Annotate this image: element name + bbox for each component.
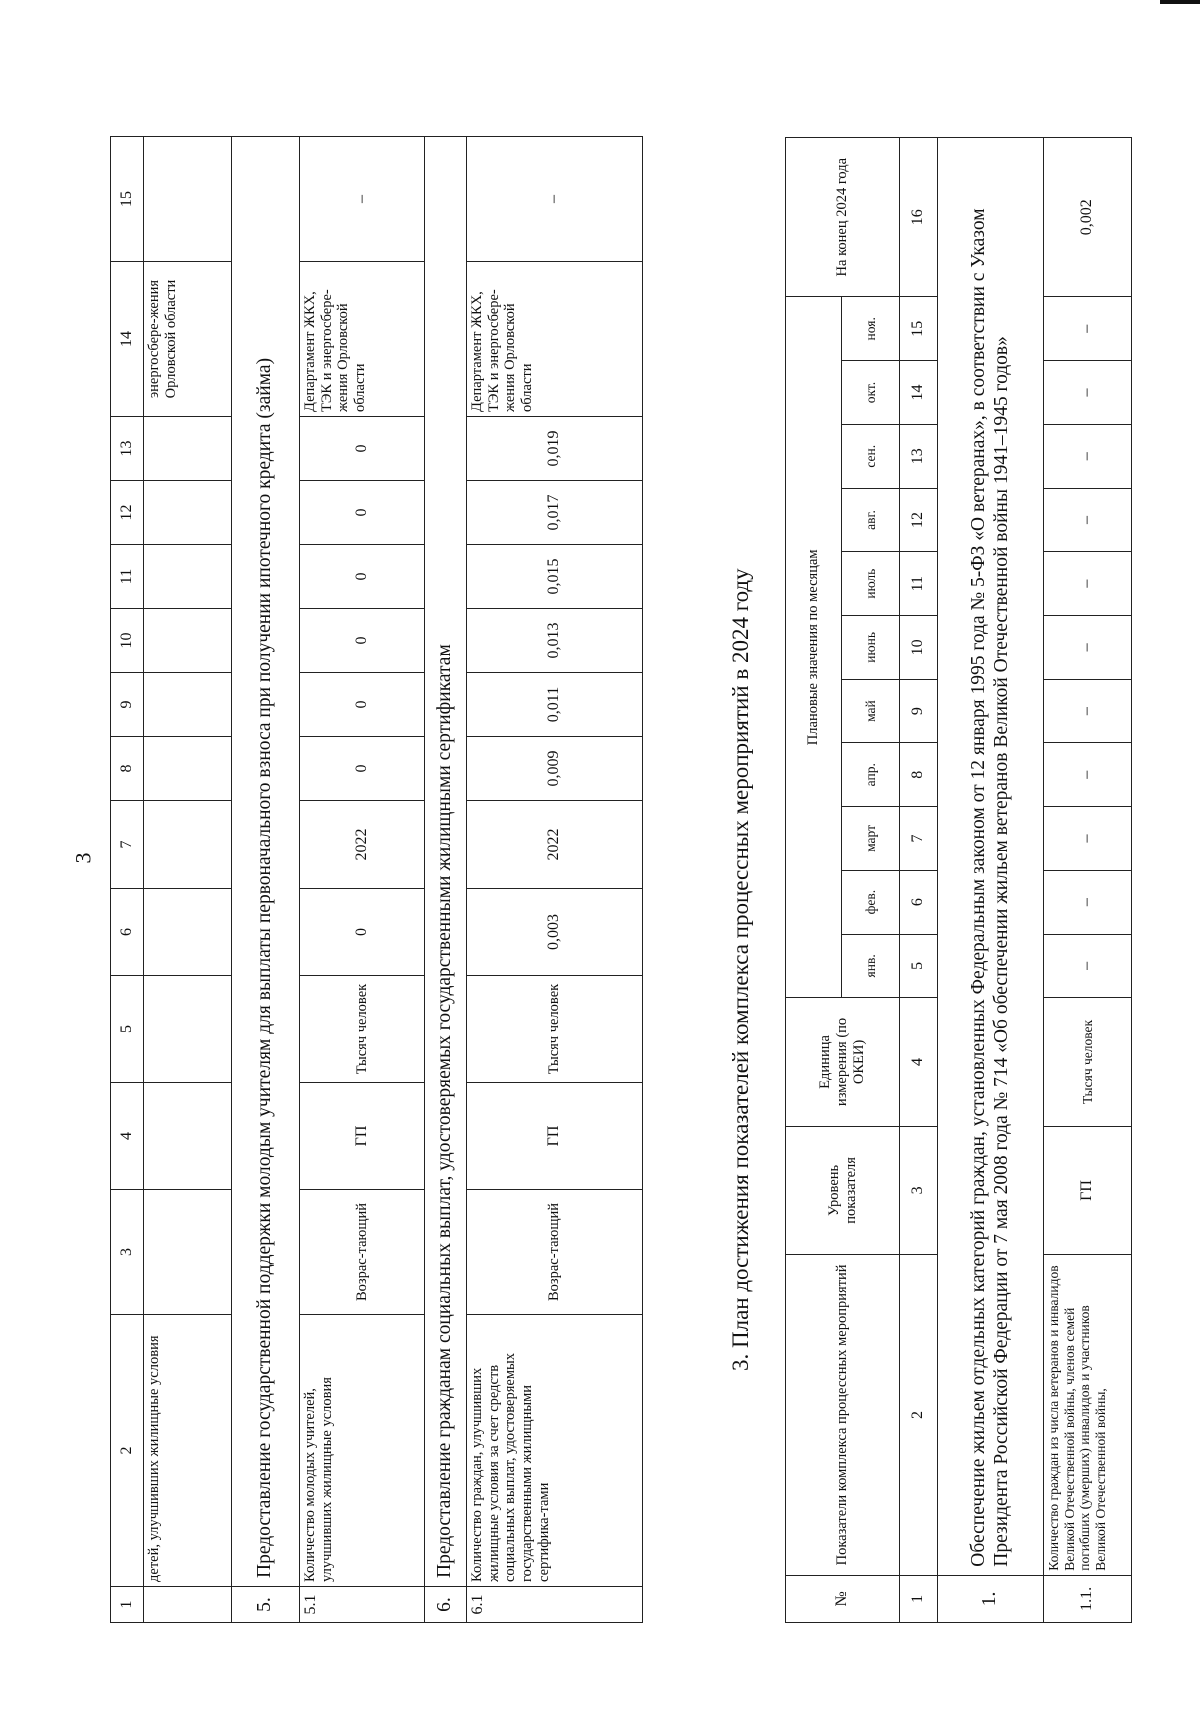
trend: Возрас-тающий bbox=[300, 1190, 425, 1315]
value-cell: 0,009 bbox=[467, 737, 643, 801]
table-row bbox=[1044, 138, 1132, 1623]
value-cell: 0,015 bbox=[467, 545, 643, 609]
end-value: 0,002 bbox=[1044, 138, 1132, 297]
col-num: 9 bbox=[900, 679, 938, 743]
col-num: 8 bbox=[111, 737, 144, 801]
col-num: 12 bbox=[111, 481, 144, 545]
header-row bbox=[786, 138, 842, 1623]
header-number-row bbox=[111, 137, 144, 1623]
month-header: авг. bbox=[842, 488, 900, 552]
month-header: март bbox=[842, 807, 900, 871]
col-num: 10 bbox=[900, 616, 938, 680]
value-cell: 0,019 bbox=[467, 417, 643, 481]
value-cell: – bbox=[1044, 743, 1132, 807]
col-num: 13 bbox=[900, 424, 938, 488]
value-cell: – bbox=[1044, 424, 1132, 488]
value-cell: 0 bbox=[300, 417, 425, 481]
indicator-name: Количество граждан из числа ветеранов и инвалидов Великой Отечественной войны, членов семей погибших (умерших) инвалидов и участников Великой Отечественной войны, bbox=[1044, 1255, 1132, 1576]
section-title: Предоставление государственной поддержки молодым учителям для выплаты первоначального взноса при получении ипотечного кредита (займа) bbox=[232, 137, 300, 1587]
base-year: 2022 bbox=[300, 801, 425, 889]
value-cell: 0 bbox=[300, 545, 425, 609]
section-title: Обеспечение жильем отдельных категорий граждан, установленных Федеральным законом от 12 января 1995 года № 5-ФЗ «О ветеранах», в соответствии с Указом Президента Российской Федерации от 7 мая 2008 года № 714 «Об обеспечении жильем ветеранов Великой Отечественной войны 1941–1945 годов» bbox=[938, 138, 1044, 1576]
value-cell: – bbox=[1044, 807, 1132, 871]
responsible-dept: Департамент ЖКХ, ТЭК и энергосбере-жения Орловской области bbox=[467, 262, 643, 417]
section-row bbox=[938, 138, 1044, 1623]
base-value: 0 bbox=[300, 889, 425, 976]
row-number: 5.1 bbox=[300, 1587, 425, 1623]
value-cell: – bbox=[300, 137, 425, 262]
base-value: 0,003 bbox=[467, 889, 643, 976]
header-plan: Плановые значения по месяцам bbox=[786, 297, 842, 998]
col-num: 14 bbox=[111, 262, 144, 417]
header-level: Уровень показателя bbox=[786, 1126, 900, 1254]
section-number: 1. bbox=[938, 1575, 1044, 1622]
col-num: 1 bbox=[111, 1587, 144, 1623]
col-num: 11 bbox=[111, 545, 144, 609]
value-cell: 0 bbox=[300, 737, 425, 801]
value-cell: – bbox=[467, 137, 643, 262]
section-row bbox=[232, 137, 300, 1623]
section-title: Предоставление гражданам социальных выплат, удостоверяемых государственными жилищными сертификатам bbox=[425, 137, 467, 1587]
value-cell: – bbox=[1044, 616, 1132, 680]
indicator-level: ГП bbox=[300, 1083, 425, 1190]
value-cell: 0 bbox=[300, 673, 425, 737]
section3-heading: 3. План достижения показателей комплекса процессных мероприятий в 2024 году bbox=[728, 568, 753, 1371]
indicator-level: ГП bbox=[467, 1083, 643, 1190]
value-cell: 0,017 bbox=[467, 481, 643, 545]
page-number: 3 bbox=[70, 852, 96, 864]
col-num: 14 bbox=[900, 361, 938, 425]
table-row bbox=[467, 137, 643, 1623]
plan-table-2024 bbox=[785, 137, 1132, 1623]
month-header: июль bbox=[842, 552, 900, 616]
unit: Тысяч человек bbox=[467, 976, 643, 1083]
unit: Тысяч человек bbox=[1044, 998, 1132, 1126]
row-number: 1.1. bbox=[1044, 1575, 1132, 1622]
month-header: апр. bbox=[842, 743, 900, 807]
col-num: 3 bbox=[900, 1126, 938, 1254]
value-cell: – bbox=[1044, 934, 1132, 998]
header-end: На конец 2024 года bbox=[786, 138, 900, 297]
value-cell: – bbox=[1044, 679, 1132, 743]
month-header: янв. bbox=[842, 934, 900, 998]
value-cell: 0 bbox=[300, 481, 425, 545]
col-num: 2 bbox=[111, 1315, 144, 1587]
header-no: № bbox=[786, 1575, 900, 1622]
header-unit: Единица измерения (по ОКЕИ) bbox=[786, 998, 900, 1126]
responsible-dept: энергосбере-жения Орловской области bbox=[144, 262, 232, 417]
col-num: 4 bbox=[111, 1083, 144, 1190]
header-number-row bbox=[900, 138, 938, 1623]
value-cell: – bbox=[1044, 552, 1132, 616]
value-cell: – bbox=[1044, 488, 1132, 552]
month-header: июнь bbox=[842, 616, 900, 680]
col-num: 3 bbox=[111, 1190, 144, 1315]
value-cell: 0 bbox=[300, 609, 425, 673]
value-cell: – bbox=[1044, 297, 1132, 361]
value-cell: 0,011 bbox=[467, 673, 643, 737]
col-num: 6 bbox=[900, 870, 938, 934]
col-num: 15 bbox=[111, 137, 144, 262]
indicator-level: ГП bbox=[1044, 1126, 1132, 1254]
indicators-table-continued bbox=[110, 136, 643, 1623]
col-num: 5 bbox=[111, 976, 144, 1083]
col-num: 5 bbox=[900, 934, 938, 998]
unit: Тысяч человек bbox=[300, 976, 425, 1083]
indicator-name: детей, улучшивших жилищные условия bbox=[144, 1315, 232, 1587]
value-cell: – bbox=[1044, 870, 1132, 934]
row-number: 6.1 bbox=[467, 1587, 643, 1623]
indicator-name: Количество молодых учителей, улучшивших жилищные условия bbox=[300, 1315, 425, 1587]
col-num: 7 bbox=[900, 807, 938, 871]
col-num: 13 bbox=[111, 417, 144, 481]
section-row bbox=[425, 137, 467, 1623]
value-cell: 0,013 bbox=[467, 609, 643, 673]
base-year: 2022 bbox=[467, 801, 643, 889]
table-row bbox=[300, 137, 425, 1623]
section-number: 5. bbox=[232, 1587, 300, 1623]
trend: Возрас-тающий bbox=[467, 1190, 643, 1315]
month-header: окт. bbox=[842, 361, 900, 425]
col-num: 2 bbox=[900, 1255, 938, 1576]
header-indicator: Показатели комплекса процессных мероприятий bbox=[786, 1255, 900, 1576]
value-cell: – bbox=[1044, 361, 1132, 425]
table-row bbox=[144, 137, 232, 1623]
section-number: 6. bbox=[425, 1587, 467, 1623]
col-num: 9 bbox=[111, 673, 144, 737]
col-num: 6 bbox=[111, 889, 144, 976]
month-header: ноя. bbox=[842, 297, 900, 361]
responsible-dept: Департамент ЖКХ, ТЭК и энергосбере-жения Орловской области bbox=[300, 262, 425, 417]
col-num: 11 bbox=[900, 552, 938, 616]
col-num: 15 bbox=[900, 297, 938, 361]
col-num: 16 bbox=[900, 138, 938, 297]
month-header: май bbox=[842, 679, 900, 743]
month-header: сен. bbox=[842, 424, 900, 488]
col-num: 8 bbox=[900, 743, 938, 807]
indicator-name: Количество граждан, улучшивших жилищные условия за счет средств социальных выплат, удостоверяемых государственными жилищными сертифика-тами bbox=[467, 1315, 643, 1587]
month-header: фев. bbox=[842, 870, 900, 934]
col-num: 7 bbox=[111, 801, 144, 889]
col-num: 4 bbox=[900, 998, 938, 1126]
col-num: 12 bbox=[900, 488, 938, 552]
col-num: 1 bbox=[900, 1575, 938, 1622]
col-num: 10 bbox=[111, 609, 144, 673]
